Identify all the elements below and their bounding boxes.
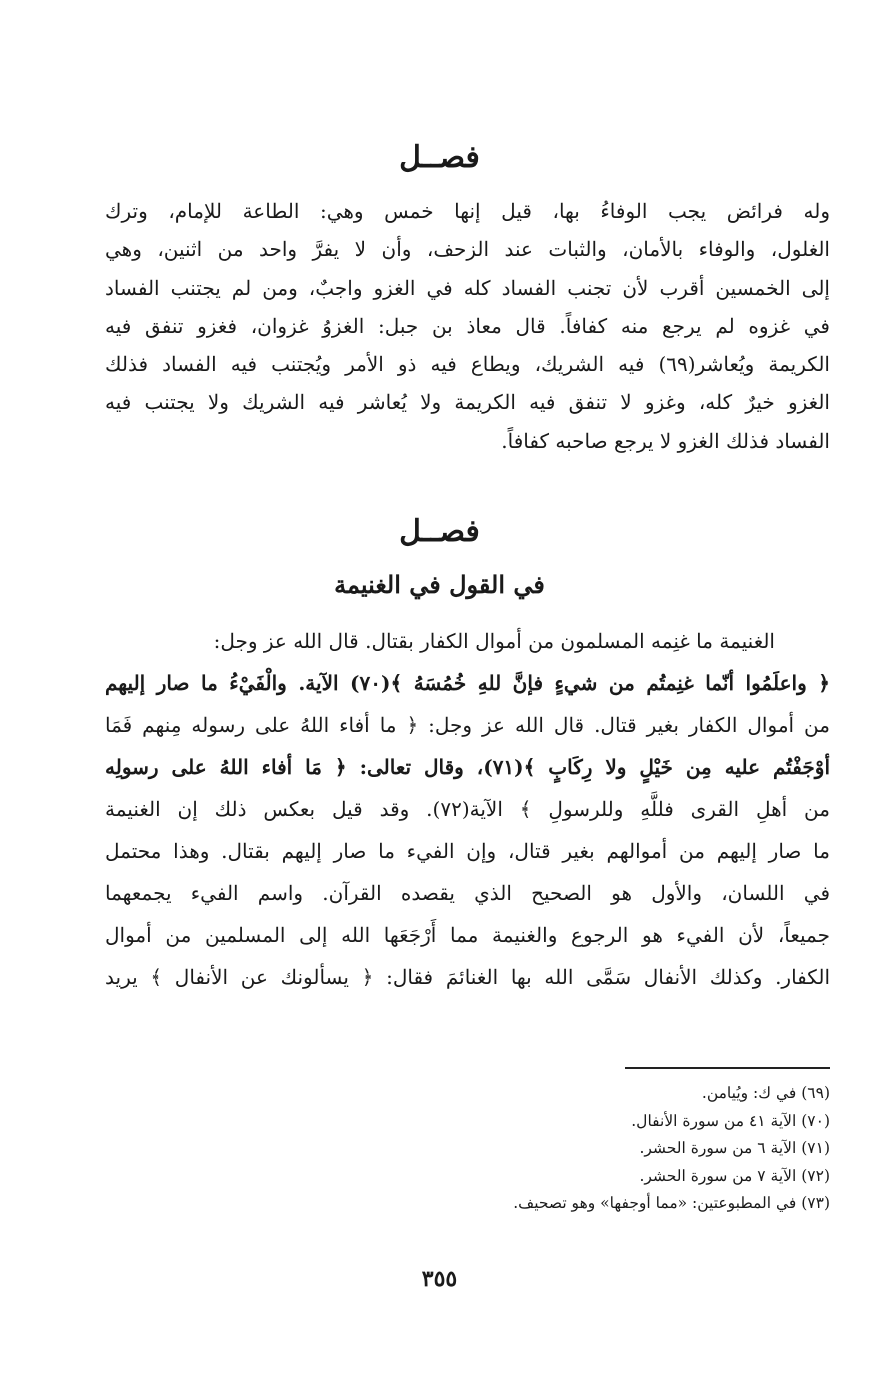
page-number: ٣٥٥ — [421, 1266, 458, 1292]
footnote: (٧٢) الآية ٧ من سورة الحشر. — [639, 1166, 830, 1185]
paragraph-line: إلى الخمسين أقرب لأن تجنب الفساد كله في الغزو واجبٌ، ومن لم يجتنب الفساد — [105, 275, 830, 300]
paragraph-line: من أموال الكفار بغير قتال. قال الله عز وجل: ﴿ ما أفاء اللهُ على رسوله مِنهم فَمَا — [105, 713, 830, 737]
paragraph-line: الغنيمة ما غنِمه المسلمون من أموال الكفار بقتال. قال الله عز وجل: — [213, 629, 775, 653]
paragraph-line: من أهلِ القرى فللَّهِ وللرسولِ ﴾ الآية(٧٢). وقد قيل بعكس ذلك إن الغنيمة — [105, 797, 830, 821]
footnote: (٧٣) في المطبوعتين: «مما أوجفها» وهو تصحيف. — [513, 1194, 830, 1212]
footnotes — [400, 1080, 830, 1218]
paragraph-line: في غزوه لم يرجع منه كفافاً. قال معاذ بن جبل: الغزوُ غزوان، فغزو تنفق فيه — [105, 313, 830, 338]
paragraph-line: الكريمة ويُعاشر(٦٩) فيه الشريك، ويطاع فيه ذو الأمر ويُجتنب فيه الفساد فذلك — [105, 352, 830, 377]
paragraph-line: الغلول، والوفاء بالأمان، والثبات عند الزحف، وأن لا يفرَّ واحد من اثنين، وهي — [105, 237, 830, 262]
paragraph-1 — [105, 192, 830, 460]
paragraph-line: الكفار. وكذلك الأنفال سَمَّى الله بها الغنائمَ فقال: ﴿ يسألونك عن الأنفال ﴾ يريد — [105, 965, 830, 989]
paragraph-line: ما صار إليهم من أموالهم بغير قتال، وإن الفيء ما صار إليهم بقتال. وهذا محتمل — [105, 839, 830, 863]
footnote-separator — [625, 1067, 830, 1069]
section-subheading: في القول في الغنيمة — [334, 570, 545, 599]
paragraph-line: الفساد فذلك الغزو لا يرجع صاحبه كفافاً. — [501, 428, 830, 453]
footnote: (٦٩) في ك: ويُيامن. — [701, 1084, 830, 1102]
paragraph-line: الغزو خيرٌ كله، وغزو لا تنفق فيه الكريمة ولا يُعاشر فيه الشريك ولا يجتنب فيه — [105, 390, 830, 415]
footnote: (٧١) الآية ٦ من سورة الحشر. — [639, 1139, 830, 1157]
quran-line: أوْجَفْتُم عليه مِن خَيْلٍ ولا رِكَابٍ ﴾(٧١)، وقال تعالى: ﴿ مَا أفاء اللهُ على رسولِه — [105, 755, 830, 779]
footnote: (٧٠) الآية ٤١ من سورة الأنفال. — [631, 1111, 830, 1130]
section-heading-1: فصــل — [399, 140, 480, 175]
paragraph-line: وله فرائض يجب الوفاءُ بها، قيل إنها خمس وهي: الطاعة للإمام، وترك — [105, 199, 830, 223]
section-heading-2: فصــل — [399, 514, 480, 549]
paragraph-line: في اللسان، والأول هو الصحيح الذي يقصده القرآن. واسم الفيء يجمعهما — [105, 881, 830, 905]
paragraph-line: جميعاً، لأن الفيء هو الرجوع والغنيمة مما أَرْجَعَها الله إلى المسلمين من أموال — [105, 923, 830, 947]
quran-line: ﴿ واعلَمُوا أنّما غنِمتُم من شيءٍ فإنَّ للهِ خُمُسَهُ ﴾(٧٠) الآية. والْفَيْءُ ما صار إليهم — [105, 671, 830, 695]
paragraph-2 — [105, 620, 830, 998]
